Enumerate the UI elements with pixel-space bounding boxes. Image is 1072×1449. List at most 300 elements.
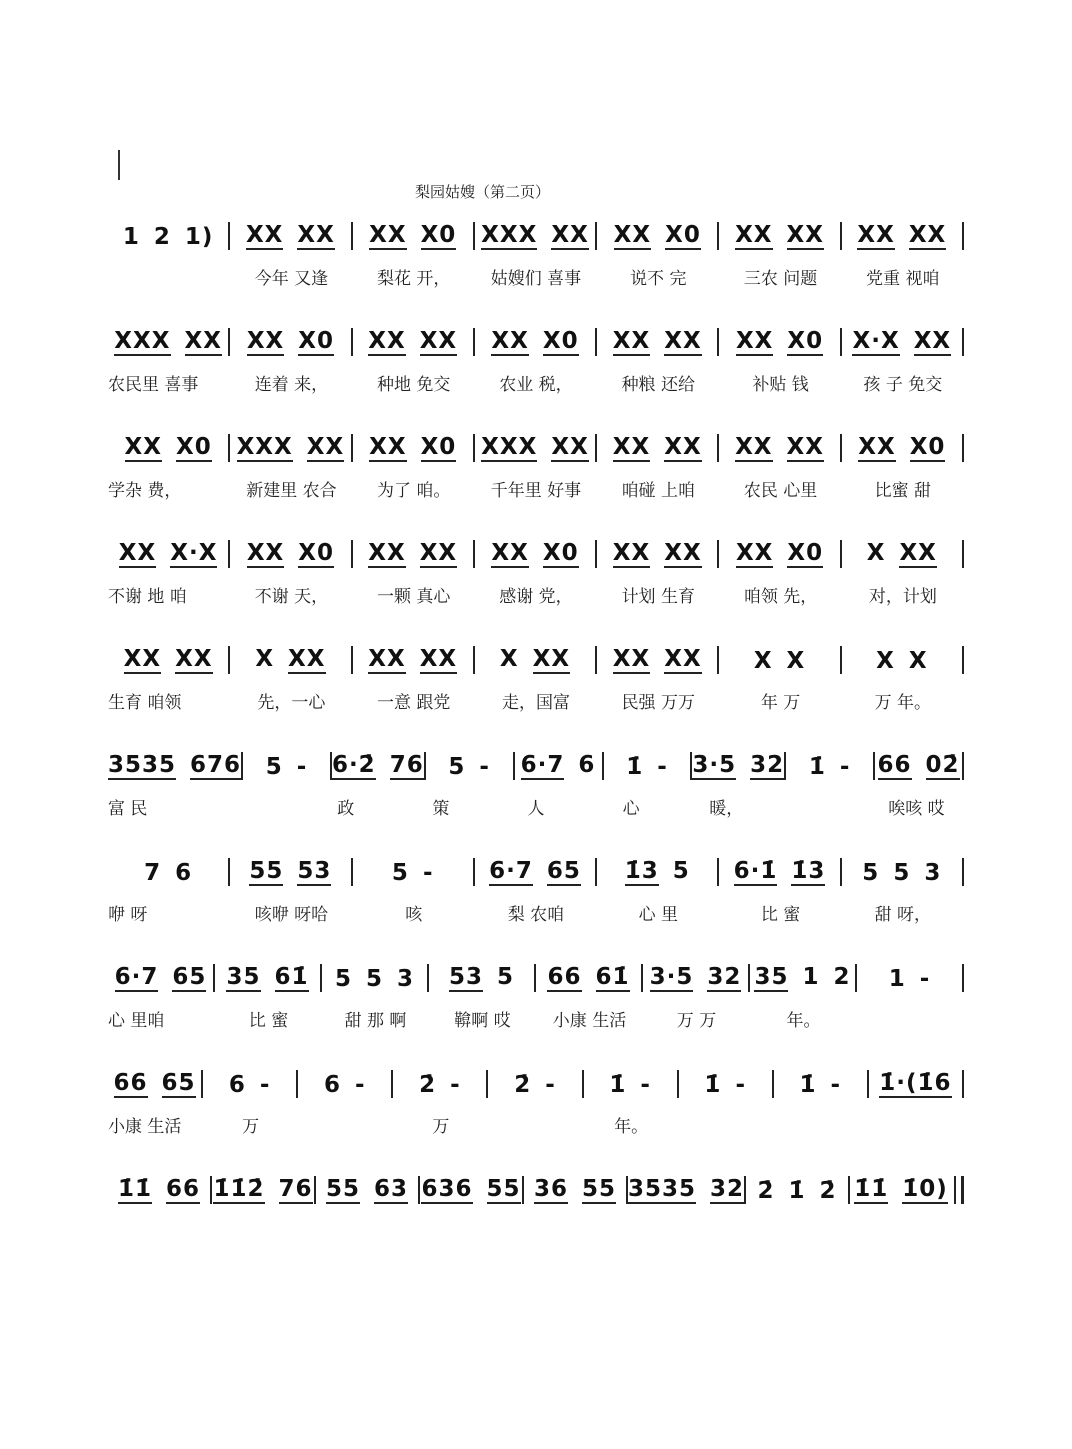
- lyrics-line: [108, 900, 964, 925]
- note-group: 636: [421, 1176, 473, 1202]
- lyric: 今年 又逢: [254, 269, 329, 289]
- note-group: 1̇: [799, 1072, 817, 1098]
- note-group: 5: [448, 754, 466, 780]
- note-group: -: [657, 754, 668, 780]
- measure: [643, 965, 748, 992]
- note-group: 6·7: [520, 752, 565, 778]
- barline: [962, 752, 964, 780]
- note-group: -: [735, 1072, 746, 1098]
- measure: [842, 541, 962, 568]
- notes-line: [108, 958, 964, 992]
- note-group: X0: [542, 328, 579, 354]
- notes-line: [108, 746, 964, 780]
- measure: [679, 1073, 772, 1098]
- measure: [869, 1071, 962, 1098]
- note-group: XX: [118, 540, 157, 566]
- note-group: 676: [190, 752, 242, 778]
- measure: [857, 967, 962, 992]
- measure: [230, 647, 350, 674]
- lyric: [488, 1112, 583, 1137]
- lyric: 富 民: [108, 799, 148, 819]
- note-group: XX: [369, 434, 407, 460]
- measure: [426, 755, 513, 780]
- measure: [842, 435, 962, 462]
- lyric: 咳咿 呀哈: [254, 905, 329, 925]
- measure: [597, 859, 717, 886]
- measure: [243, 755, 330, 780]
- note-group: XX: [123, 646, 162, 672]
- notes-line: [108, 534, 964, 568]
- measure: [353, 861, 473, 886]
- score-row: [108, 746, 964, 826]
- note-group: 02̇: [925, 752, 960, 778]
- score-row: [108, 1170, 964, 1250]
- lyric: 策: [432, 799, 450, 819]
- note-group: 6: [175, 860, 193, 886]
- lyric: 计划 生育: [621, 587, 695, 607]
- note-group: 32: [710, 1176, 745, 1202]
- note-group: X0: [176, 434, 212, 460]
- barline: [962, 434, 964, 462]
- note-group: XX: [306, 434, 345, 460]
- lyric: 不谢 地 咱: [108, 587, 187, 607]
- measure: [353, 435, 473, 462]
- note-group: -: [839, 754, 851, 780]
- note-group: XXX: [114, 328, 171, 354]
- note-group: 2̇: [819, 1178, 837, 1204]
- note-group: 5: [365, 966, 383, 992]
- measure: [108, 1071, 201, 1098]
- note-group: XX: [551, 434, 589, 460]
- note-group: 66: [877, 752, 912, 778]
- note-group: XX: [246, 328, 285, 354]
- note-group: 6·7: [114, 964, 159, 990]
- measure: [108, 753, 241, 780]
- measure: [524, 1177, 626, 1204]
- note-group: 61̇: [274, 964, 309, 990]
- lyric: 心: [622, 799, 640, 819]
- lyrics-line: [108, 1006, 964, 1031]
- measure: [597, 223, 717, 250]
- text-cursor: [118, 150, 120, 180]
- measure: [108, 965, 213, 992]
- note-group: 1̇: [788, 1178, 806, 1204]
- note-group: XX: [246, 540, 285, 566]
- note-group: XX: [612, 646, 651, 672]
- note-group: X0: [787, 540, 824, 566]
- note-group: 6: [578, 752, 596, 778]
- lyric: 人: [527, 799, 545, 819]
- note-group: 3·5: [692, 752, 737, 778]
- note-group: X: [499, 646, 519, 672]
- note-group: XX: [184, 328, 222, 354]
- lyric: 心 里咱: [108, 1011, 165, 1031]
- lyric: 生育 咱领: [108, 693, 182, 713]
- note-group: 76: [389, 752, 424, 778]
- measure: [774, 1073, 867, 1098]
- note-group: X: [753, 648, 773, 674]
- lyric: 比蜜 甜: [874, 481, 932, 501]
- note-group: XX: [297, 222, 335, 248]
- measure: [842, 649, 962, 674]
- note-group: XX: [551, 222, 589, 248]
- measure: [875, 753, 962, 780]
- lyric: 学杂 费，: [108, 481, 182, 501]
- note-group: 76: [278, 1176, 313, 1202]
- measure: [230, 859, 350, 886]
- note-group: XX: [664, 434, 702, 460]
- measure: [353, 647, 473, 674]
- note-group: 55: [582, 1176, 617, 1202]
- measure: [332, 753, 424, 780]
- note-group: 35: [226, 964, 261, 990]
- barline: [962, 1070, 964, 1098]
- note-group: XX: [368, 540, 406, 566]
- note-group: 65: [172, 964, 207, 990]
- note-group: XX: [245, 222, 284, 248]
- measure: [322, 967, 427, 992]
- note-group: X0: [420, 222, 457, 248]
- measure: [719, 435, 839, 462]
- note-group: 2̇: [514, 1072, 532, 1098]
- note-group: XX: [612, 328, 651, 354]
- lyric: 咳: [405, 905, 423, 925]
- note-group: 1̇1̇: [117, 1176, 152, 1202]
- lyric: 连着 来，: [254, 375, 329, 395]
- lyrics-line: [108, 582, 964, 607]
- measure: [316, 1177, 418, 1204]
- lyric: 甜 呀，: [874, 905, 932, 925]
- note-group: 5: [334, 966, 352, 992]
- note-group: 2: [153, 224, 171, 250]
- measure: [215, 965, 320, 992]
- lyric: 唉咳 哎: [888, 799, 945, 819]
- measure: [108, 647, 228, 674]
- lyric: 对，计划: [868, 587, 937, 607]
- measure: [475, 859, 595, 886]
- note-group: XX: [735, 434, 773, 460]
- note-group: 55: [249, 858, 284, 884]
- note-group: XX: [612, 540, 651, 566]
- measure: [746, 1179, 848, 1204]
- lyric: 农民里 喜事: [108, 375, 199, 395]
- note-group: X: [866, 540, 886, 566]
- score-row: [108, 958, 964, 1038]
- note-group: XX: [612, 434, 651, 460]
- measure: [230, 329, 350, 356]
- note-group: XX: [419, 328, 458, 354]
- lyrics-line: [108, 688, 964, 713]
- measure: [108, 541, 228, 568]
- note-group: X0: [298, 328, 335, 354]
- lyric: 比 蜜: [760, 905, 801, 925]
- lyric: 年。: [786, 1011, 821, 1031]
- note-group: 66: [113, 1070, 148, 1096]
- note-group: 55: [486, 1176, 521, 1202]
- note-group: 53: [297, 858, 332, 884]
- note-group: XX: [288, 646, 326, 672]
- lyric: 梨 农咱: [507, 905, 565, 925]
- note-group: 2̇: [757, 1178, 775, 1204]
- notes-line: [108, 428, 964, 462]
- measure: [475, 647, 595, 674]
- note-group: XX: [786, 434, 825, 460]
- lyric: [857, 1006, 964, 1031]
- lyric: 万 年。: [874, 693, 932, 713]
- lyric: 新建里 农合: [246, 481, 337, 501]
- lyric: 咿 呀: [108, 905, 148, 925]
- note-group: 1̇·(1̇6: [879, 1070, 952, 1096]
- measure: [719, 329, 839, 356]
- note-group: XX: [664, 646, 702, 672]
- note-group: 3: [924, 860, 942, 886]
- note-group: XX: [532, 646, 571, 672]
- note-group: X: [908, 648, 928, 674]
- lyrics-line: [108, 794, 964, 819]
- lyric: 党重 视咱: [866, 269, 940, 289]
- note-group: 3·5: [649, 964, 694, 990]
- measure: [353, 329, 473, 356]
- note-group: XX: [419, 540, 458, 566]
- score-row: [108, 216, 964, 296]
- notes-line: [108, 1064, 964, 1098]
- note-group: XX: [857, 222, 895, 248]
- note-group: XX: [664, 328, 702, 354]
- note-group: 36: [533, 1176, 568, 1202]
- measure: [393, 1073, 486, 1098]
- lyric: 政: [337, 799, 355, 819]
- note-group: XX: [913, 328, 952, 354]
- score-row: [108, 428, 964, 508]
- lyric: 农民 心里: [743, 481, 818, 501]
- barline: [962, 222, 964, 250]
- note-group: 5: [893, 860, 911, 886]
- measure: [604, 755, 691, 780]
- note-group: XX: [124, 434, 162, 460]
- barline: [962, 964, 964, 992]
- note-group: 1̇: [704, 1072, 722, 1098]
- lyric: 万: [242, 1117, 260, 1137]
- note-group: XX: [908, 222, 947, 248]
- note-group: X·X: [170, 540, 218, 566]
- note-group: 1̇: [609, 1072, 627, 1098]
- measure: [628, 1177, 744, 1204]
- measure: [692, 753, 784, 780]
- measure: [842, 223, 962, 250]
- score-row: [108, 322, 964, 402]
- lyric: 小康 生活: [108, 1117, 182, 1137]
- note-group: -: [296, 754, 308, 780]
- note-group: XX: [735, 222, 773, 248]
- note-group: 1: [888, 966, 906, 992]
- notes-line: [108, 322, 964, 356]
- note-group: XXX: [236, 434, 293, 460]
- note-group: XX: [419, 646, 458, 672]
- note-group: -: [919, 966, 931, 992]
- lyric: 年 万: [760, 693, 801, 713]
- score-row: [108, 534, 964, 614]
- note-group: 6·7: [489, 858, 533, 884]
- note-group: XX: [899, 540, 937, 566]
- note-group: XX: [735, 328, 774, 354]
- measure: [536, 965, 641, 992]
- note-group: 63: [374, 1176, 409, 1202]
- lyric: 千年里 好事: [490, 481, 582, 501]
- lyric: 先，一心: [257, 693, 326, 713]
- lyric: 孩 子 免交: [863, 375, 943, 395]
- lyric: 不谢 天，: [254, 587, 329, 607]
- note-group: XX: [613, 222, 652, 248]
- note-group: 6: [323, 1072, 341, 1098]
- note-group: -: [259, 1072, 271, 1098]
- note-group: 7: [144, 860, 162, 886]
- lyric: 为了 咱。: [377, 481, 451, 501]
- note-group: 1̇: [808, 754, 826, 780]
- note-group: 6: [228, 1072, 246, 1098]
- note-group: 6·1̇: [733, 858, 778, 884]
- note-group: XX: [368, 646, 406, 672]
- note-group: 6·2̇: [331, 752, 376, 778]
- note-group: -: [422, 860, 434, 886]
- note-group: 5: [391, 860, 409, 886]
- note-group: X0: [298, 540, 335, 566]
- barline: [962, 858, 964, 886]
- lyric: 三农 问题: [743, 269, 818, 289]
- note-group: 1: [802, 964, 820, 990]
- lyric: [298, 1112, 393, 1137]
- lyric: 鞥啊 哎: [454, 1011, 511, 1031]
- measure: [108, 225, 228, 250]
- note-group: X0: [542, 540, 579, 566]
- note-group: XX: [735, 540, 774, 566]
- note-group: 1̇1̇: [854, 1176, 889, 1202]
- lyric: 一意 跟党: [377, 693, 451, 713]
- note-group: XX: [664, 540, 702, 566]
- note-group: 3: [397, 966, 415, 992]
- note-group: XX: [491, 328, 529, 354]
- barline: [962, 540, 964, 568]
- lyric: 心 里: [638, 905, 678, 925]
- barline: [962, 328, 964, 356]
- lyric: 走，国富: [501, 693, 570, 713]
- note-group: X0: [420, 434, 457, 460]
- notes-line: [108, 216, 964, 250]
- note-group: X: [786, 648, 806, 674]
- notes-line: [108, 1170, 964, 1204]
- lyric: 比 蜜: [248, 1011, 289, 1031]
- note-group: 5: [265, 754, 283, 780]
- note-group: XX: [786, 222, 825, 248]
- note-group: 3535: [628, 1176, 697, 1202]
- note-group: XX: [368, 328, 406, 354]
- note-group: 66: [166, 1176, 201, 1202]
- lyric: 姑嫂们 喜事: [490, 269, 582, 289]
- note-group: X: [255, 646, 275, 672]
- note-group: X·X: [852, 328, 900, 354]
- measure: [597, 435, 717, 462]
- measure: [786, 755, 873, 780]
- measure: [203, 1073, 296, 1098]
- note-group: XXX: [481, 222, 538, 248]
- note-group: 5: [862, 860, 880, 886]
- note-group: X: [876, 648, 895, 674]
- lyrics-line: [108, 476, 964, 501]
- measure: [488, 1073, 581, 1098]
- measure: [475, 541, 595, 568]
- measure: [353, 541, 473, 568]
- measure: [475, 329, 595, 356]
- lyric: 补贴 钱: [752, 375, 809, 395]
- measure: [230, 541, 350, 568]
- lyric: 种地 免交: [377, 375, 451, 395]
- note-group: 5: [672, 858, 690, 884]
- note-group: 1̇1̇2̇: [213, 1176, 265, 1202]
- note-group: 5: [497, 964, 515, 990]
- lyrics-line: [108, 264, 964, 289]
- measure: [719, 541, 839, 568]
- measure: [597, 329, 717, 356]
- lyric: [203, 794, 298, 819]
- lyric: [679, 1112, 774, 1137]
- measure: [475, 223, 595, 250]
- measure: [420, 1177, 522, 1204]
- lyric: 说不 完: [630, 269, 687, 289]
- measure: [108, 435, 228, 462]
- note-group: -: [640, 1072, 651, 1098]
- note-group: 1: [122, 224, 140, 250]
- note-group: 35: [754, 964, 789, 990]
- note-group: XXX: [481, 434, 538, 460]
- note-group: 61̇: [595, 964, 630, 990]
- note-group: 1̇3: [791, 858, 826, 884]
- lyric: 种粮 还给: [621, 375, 695, 395]
- measure: [515, 753, 602, 780]
- measure: [230, 223, 350, 250]
- note-group: 1̇0): [902, 1176, 948, 1202]
- lyric: 咱领 先，: [743, 587, 818, 607]
- lyric: 万: [432, 1117, 450, 1137]
- note-group: XX: [369, 222, 407, 248]
- page-title: 梨园姑嫂（第二页）: [414, 183, 550, 201]
- lyrics-line: [108, 1112, 964, 1137]
- lyric: 甜 那 啊: [344, 1011, 407, 1031]
- note-group: 65: [161, 1070, 196, 1096]
- note-group: 65: [546, 858, 581, 884]
- note-group: 53: [448, 964, 483, 990]
- lyric: 咱碰 上咱: [621, 481, 695, 501]
- note-group: XX: [858, 434, 896, 460]
- measure: [842, 329, 962, 356]
- lyric: 小康 生活: [552, 1011, 627, 1031]
- barline: [962, 646, 964, 674]
- measure: [212, 1177, 314, 1204]
- measure: [584, 1073, 677, 1098]
- measure: [298, 1073, 391, 1098]
- lyric: 暖，: [709, 799, 744, 819]
- measure: [108, 1177, 210, 1204]
- notes-line: [108, 640, 964, 674]
- measure: [429, 965, 534, 992]
- note-group: -: [479, 754, 490, 780]
- lyric: [774, 794, 869, 819]
- note-group: -: [355, 1072, 366, 1098]
- measure: [850, 1177, 952, 1204]
- note-group: X0: [909, 434, 946, 460]
- measure: [719, 859, 839, 886]
- lyric: 民强 万万: [621, 693, 695, 713]
- note-group: -: [830, 1072, 842, 1098]
- note-group: 1̇: [626, 754, 644, 780]
